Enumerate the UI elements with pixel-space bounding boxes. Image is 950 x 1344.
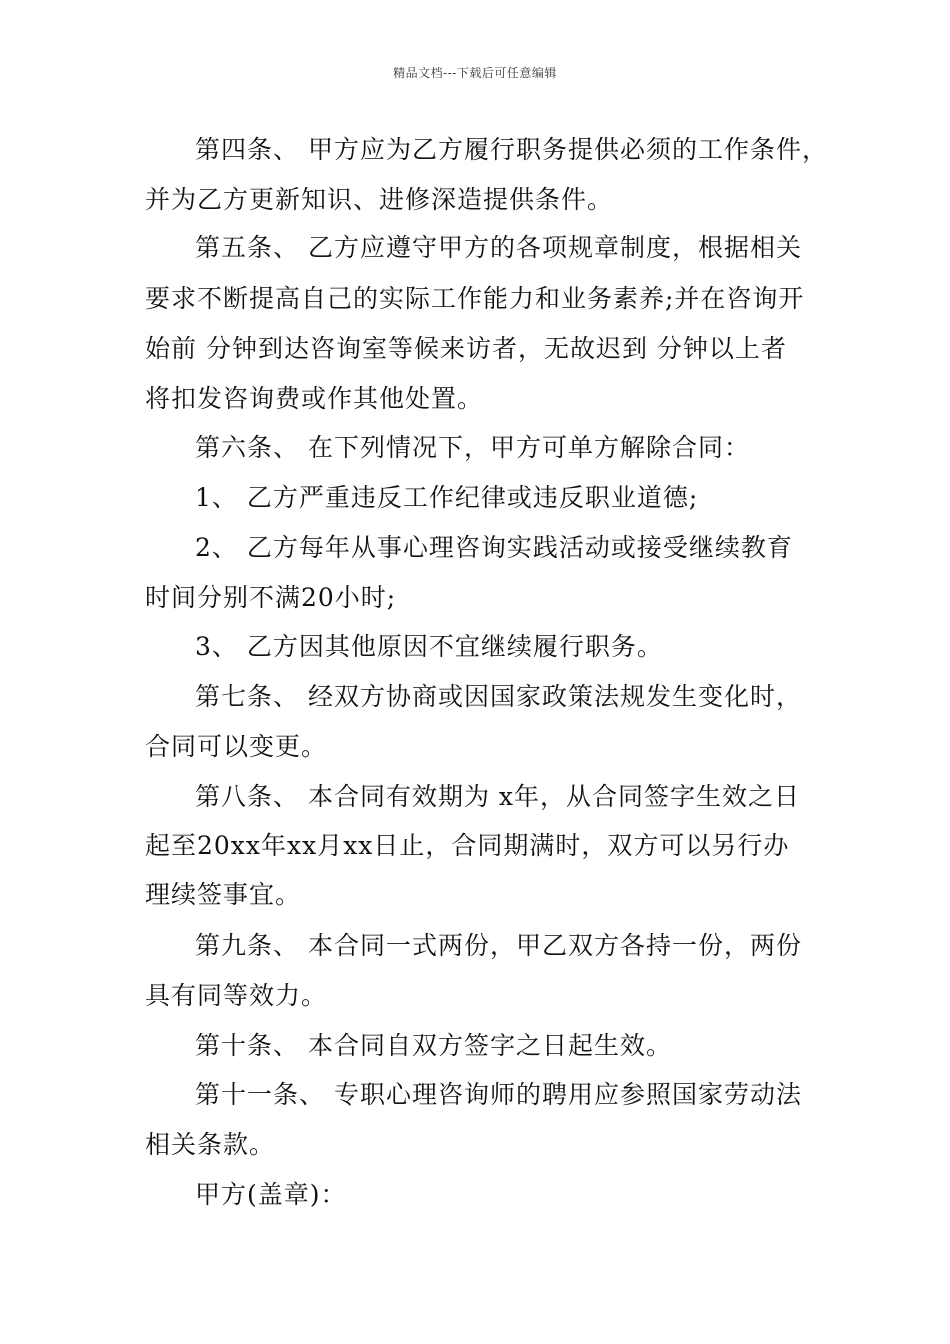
article-8-line-3: 理续签事宜。 — [145, 880, 302, 909]
article-5-line-2: 要求不断提高自己的实际工作能力和业务素养;并在咨询开 — [145, 284, 805, 313]
article-6-item-2-line-2: 时间分别不满20小时; — [145, 583, 397, 612]
article-4-line-2: 并为乙方更新知识、进修深造提供条件。 — [145, 185, 614, 214]
article-9-line-2: 具有同等效力。 — [145, 981, 328, 1010]
article-8-line-1: 第八条、 本合同有效期为 x年，从合同签字生效之日 — [195, 782, 800, 811]
article-10-line-1: 第十条、 本合同自双方签字之日起生效。 — [195, 1031, 672, 1060]
article-6-item-1: 1、 乙方严重违反工作纪律或违反职业道德; — [195, 483, 699, 512]
article-5-line-4: 将扣发咨询费或作其他处置。 — [145, 384, 484, 413]
article-7-line-2: 合同可以变更。 — [145, 732, 328, 761]
article-6-item-2-line-1: 2、 乙方每年从事心理咨询实践活动或接受继续教育 — [195, 533, 793, 562]
article-11-line-1: 第十一条、 专职心理咨询师的聘用应参照国家劳动法 — [195, 1080, 802, 1109]
article-7-line-1: 第七条、 经双方协商或因国家政策法规发生变化时， — [195, 682, 802, 711]
article-6-line-1: 第六条、 在下列情况下，甲方可单方解除合同： — [195, 433, 750, 462]
article-6-item-3: 3、 乙方因其他原因不宜继续履行职务。 — [195, 632, 663, 661]
article-11-line-2: 相关条款。 — [145, 1130, 276, 1159]
article-5-line-1: 第五条、 乙方应遵守甲方的各项规章制度，根据相关 — [195, 233, 802, 262]
article-8-line-2: 起至20xx年xx月xx日止，合同期满时，双方可以另行办 — [145, 831, 790, 860]
article-9-line-1: 第九条、 本合同一式两份，甲乙双方各持一份，两份 — [195, 931, 802, 960]
page-header: 精品文档---下载后可任意编辑 — [393, 66, 557, 80]
party-a-seal-label: 甲方(盖章)： — [195, 1180, 347, 1209]
article-5-line-3: 始前 分钟到达咨询室等候来访者，无故迟到 分钟以上者 — [145, 334, 787, 363]
article-4-line-1: 第四条、 甲方应为乙方履行职务提供必须的工作条件， — [195, 135, 828, 164]
